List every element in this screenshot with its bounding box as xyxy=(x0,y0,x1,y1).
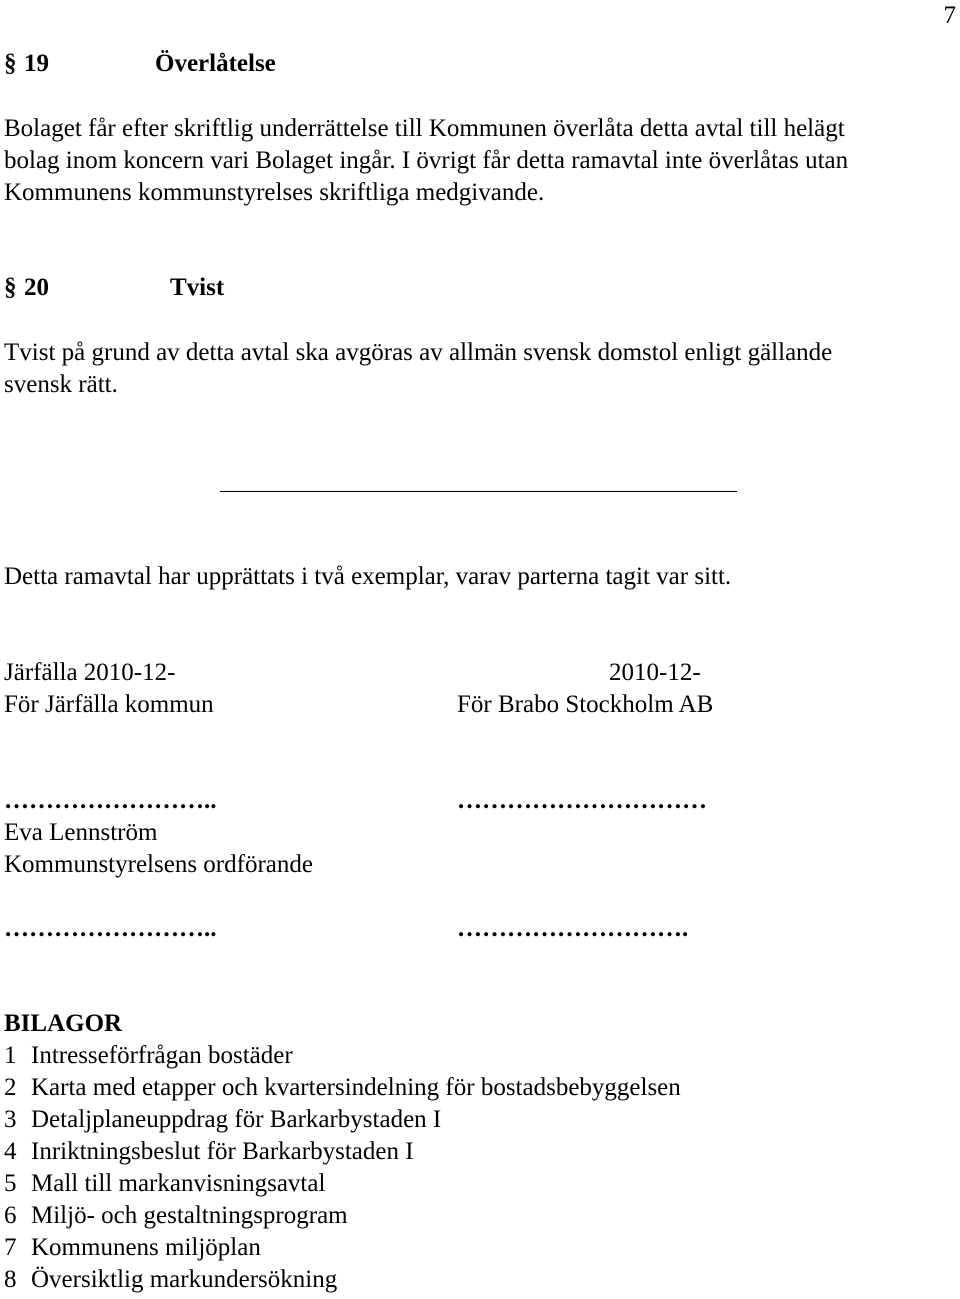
section-20-number: 20 xyxy=(24,274,49,301)
attachment-number: 3 xyxy=(4,1106,17,1133)
section-19-symbol: § xyxy=(4,50,17,77)
attachment-item xyxy=(4,1264,337,1296)
attachment-item xyxy=(4,1168,325,1200)
attachment-number: 2 xyxy=(4,1074,17,1101)
closing-statement: Detta ramavtal har upprättats i två exemplar, varav parterna tagit var sitt. xyxy=(4,563,732,590)
attachment-number: 8 xyxy=(4,1266,17,1293)
attachment-item xyxy=(4,1200,348,1232)
section-19-title: Överlåtelse xyxy=(155,50,276,77)
left-signer-name: Eva Lennström xyxy=(4,819,158,846)
attachment-text: Detaljplaneuppdrag för Barkarbystaden I xyxy=(31,1106,442,1133)
attachment-text: Inriktningsbeslut för Barkarbystaden I xyxy=(31,1138,414,1165)
left-signature-dots: …………………….. xyxy=(4,787,217,814)
left-party: För Järfälla kommun xyxy=(4,691,214,718)
attachment-item xyxy=(4,1136,414,1168)
attachment-number: 1 xyxy=(4,1042,17,1069)
attachment-text: Miljö- och gestaltningsprogram xyxy=(31,1202,348,1229)
section-19-line-1: Bolaget får efter skriftlig underrättelse till Kommunen överlåta detta avtal till helägt xyxy=(4,115,845,142)
section-19-line-2: bolag inom koncern vari Bolaget ingår. I övrigt får detta ramavtal inte överlåtas utan xyxy=(4,147,849,174)
attachment-item xyxy=(4,1232,261,1264)
right-party: För Brabo Stockholm AB xyxy=(457,691,714,718)
section-19-number: 19 xyxy=(24,50,49,77)
left-signer-title: Kommunstyrelsens ordförande xyxy=(4,851,313,878)
left-signature-dots-2: …………………….. xyxy=(4,915,217,942)
section-20-line-1: Tvist på grund av detta avtal ska avgöras av allmän svensk domstol enligt gällande xyxy=(4,339,833,366)
attachment-item xyxy=(4,1040,293,1072)
attachment-text: Kommunens miljöplan xyxy=(31,1234,261,1261)
section-19-line-3: Kommunens kommunstyrelses skriftliga medgivande. xyxy=(4,179,545,206)
attachment-text: Karta med etapper och kvartersindelning för bostadsbebyggelsen xyxy=(31,1074,681,1101)
attachments-heading: BILAGOR xyxy=(4,1010,123,1037)
attachment-item xyxy=(4,1072,681,1104)
section-20-symbol: § xyxy=(4,274,17,301)
attachment-number: 4 xyxy=(4,1138,17,1165)
page-number: 7 xyxy=(943,2,956,29)
right-signature-dots: ………………………… xyxy=(457,787,707,814)
attachment-text: Mall till markanvisningsavtal xyxy=(31,1170,326,1197)
attachment-number: 7 xyxy=(4,1234,17,1261)
attachment-number: 5 xyxy=(4,1170,17,1197)
section-20-title: Tvist xyxy=(170,274,225,301)
attachment-text: Intresseförfrågan bostäder xyxy=(31,1042,293,1069)
attachment-number: 6 xyxy=(4,1202,17,1229)
attachment-item xyxy=(4,1104,441,1136)
right-place-date: 2010-12- xyxy=(609,659,701,686)
right-signature-dots-2: ………………………. xyxy=(457,915,689,942)
section-20-line-2: svensk rätt. xyxy=(4,371,118,398)
attachment-text: Översiktlig markundersökning xyxy=(31,1266,338,1293)
left-place-date: Järfälla 2010-12- xyxy=(4,659,176,686)
separator-line xyxy=(220,491,737,492)
